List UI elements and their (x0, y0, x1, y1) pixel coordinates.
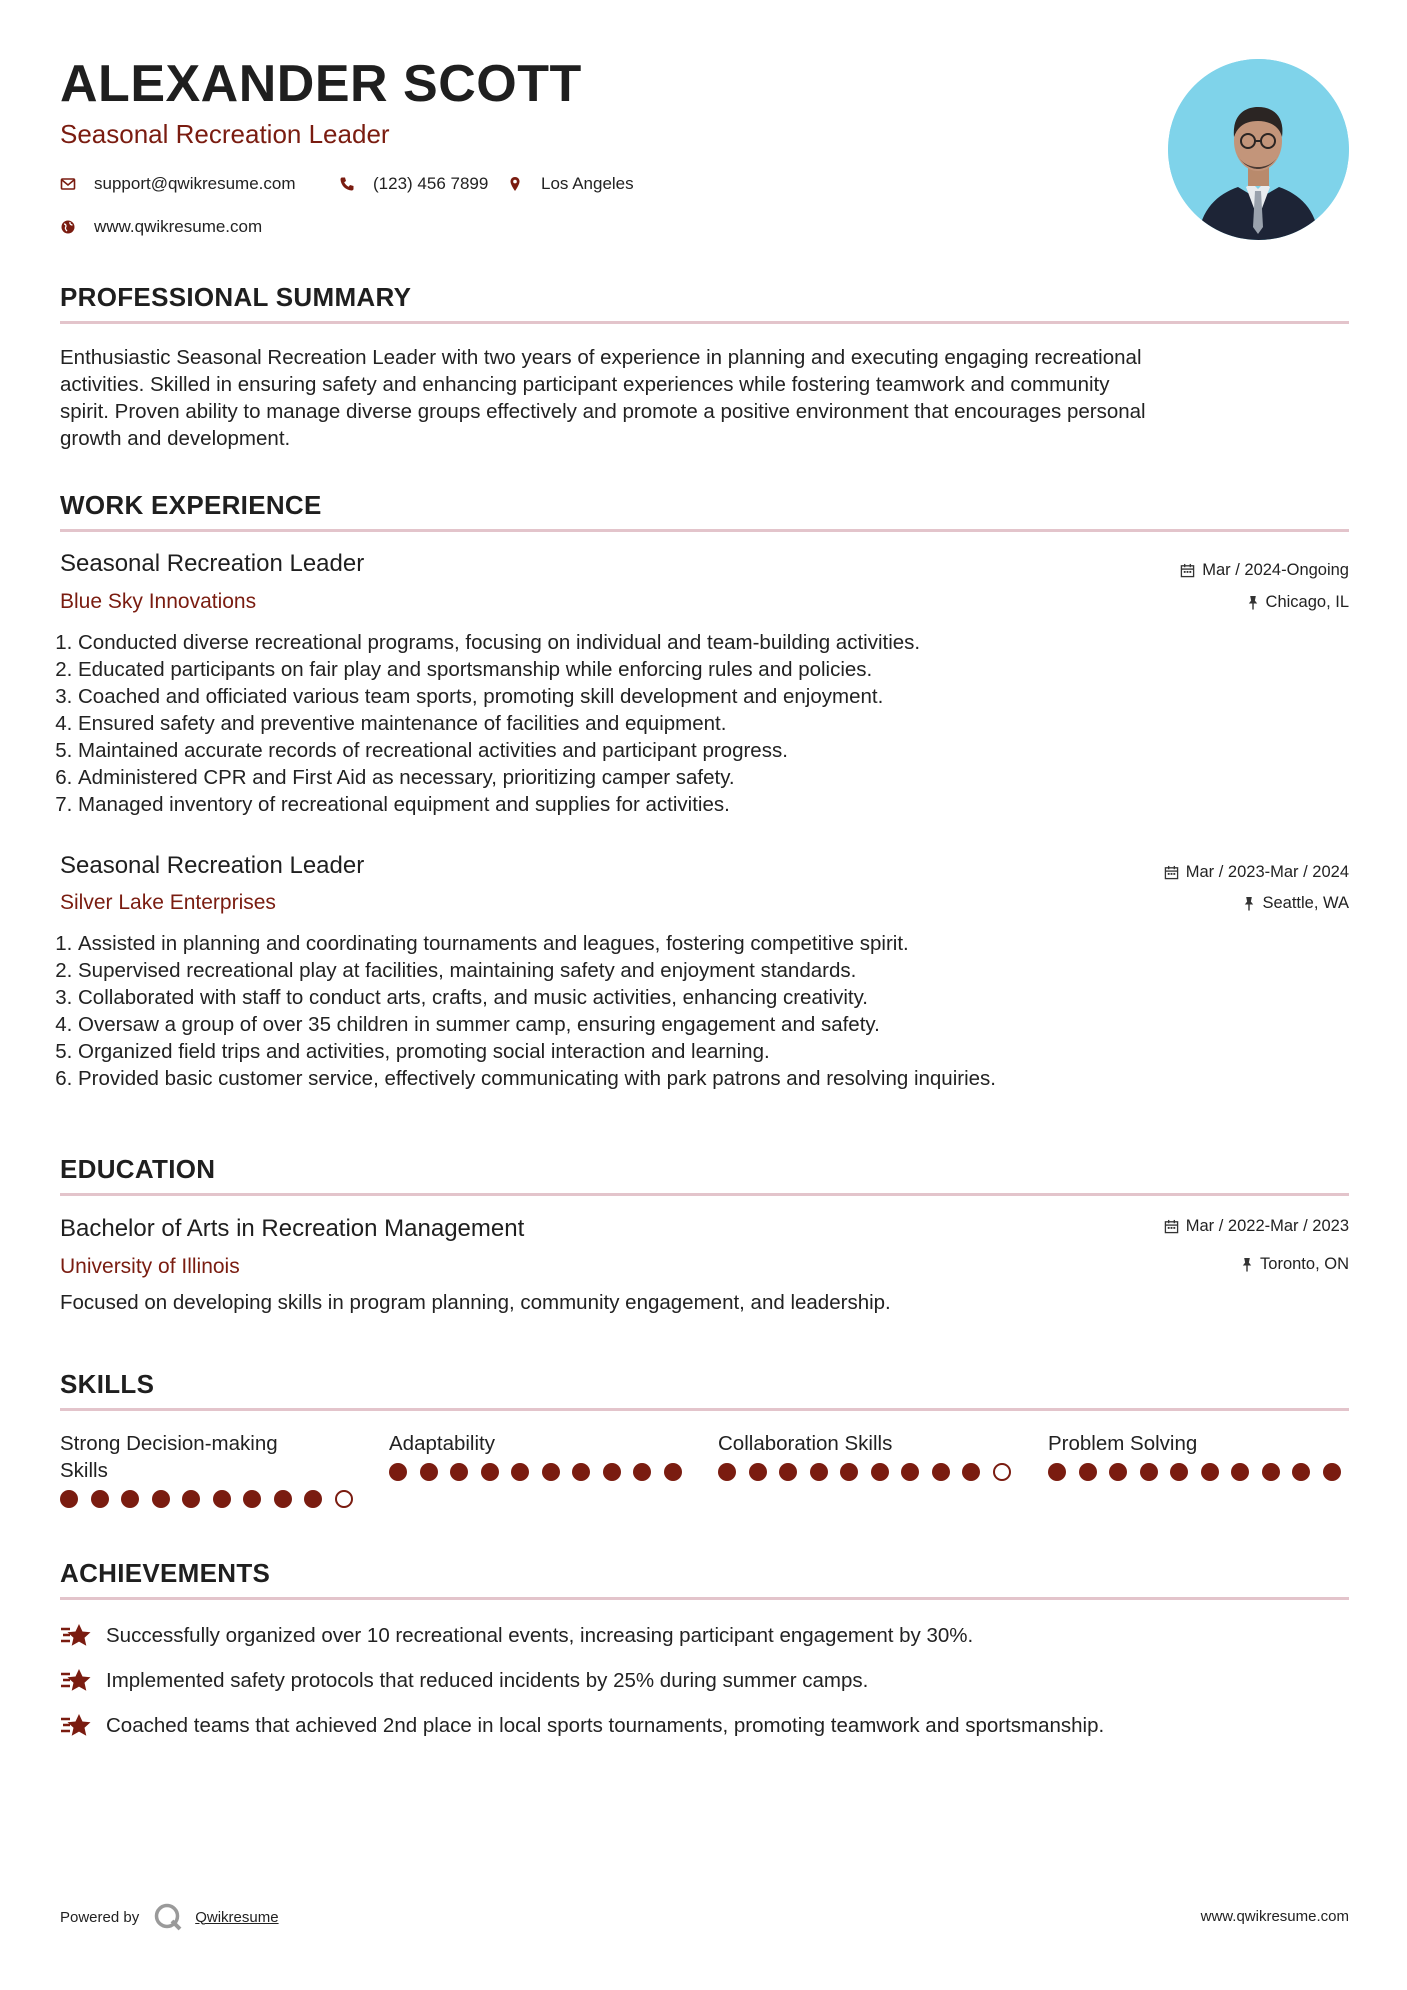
skill-name: Adaptability (389, 1432, 495, 1455)
rating-dot-filled (779, 1463, 797, 1481)
list-item: 5. Maintained accurate records of recreational activities and participant progress. (78, 737, 1358, 764)
rating-dot-filled (810, 1463, 828, 1481)
globe-icon (60, 219, 76, 235)
phone-text: (123) 456 7899 (373, 174, 489, 193)
skill-name: Strong Decision-making Skills (60, 1432, 278, 1482)
skill-name: Problem Solving (1048, 1432, 1198, 1455)
achievement-text: Successfully organized over 10 recreational events, increasing participant engagement by 30%. (106, 1623, 974, 1647)
skills-divider (60, 1408, 1349, 1411)
rating-dot-filled (1231, 1463, 1249, 1481)
achievements-heading: ACHIEVEMENTS (60, 1558, 271, 1588)
summary-line: growth and development. (60, 427, 291, 450)
rating-dot-filled (572, 1463, 590, 1481)
rating-dot-filled (481, 1463, 499, 1481)
list-item: 5. Organized field trips and activities, promoting social interaction and learning. (78, 1038, 1358, 1065)
summary-text (60, 344, 1350, 452)
skills-heading: SKILLS (60, 1369, 155, 1399)
achievement-item (60, 1622, 973, 1650)
job-title: Seasonal Recreation Leader (60, 550, 365, 577)
footer-site-link[interactable]: www.qwikresume.com (1200, 1908, 1349, 1925)
summary-divider (60, 321, 1349, 324)
portrait-image (1168, 59, 1349, 240)
candidate-name: ALEXANDER SCOTT (60, 55, 582, 113)
achievement-item (60, 1667, 868, 1695)
rating-dot-filled (718, 1463, 736, 1481)
list-item: 1. Conducted diverse recreational programs, focusing on individual and team-building activities. (78, 629, 1358, 656)
rating-dot-filled (901, 1463, 919, 1481)
contact-email[interactable] (60, 175, 296, 192)
rating-dot-filled (633, 1463, 651, 1481)
skill-item (718, 1430, 1018, 1481)
job-company: Blue Sky Innovations (60, 590, 257, 613)
summary-heading: PROFESSIONAL SUMMARY (60, 282, 412, 312)
calendar-icon (1164, 1219, 1179, 1234)
star-award-icon (60, 1667, 92, 1695)
school-name: University of Illinois (60, 1255, 240, 1278)
website-text: www.qwikresume.com (94, 217, 263, 236)
education-location-text: Toronto, ON (1260, 1255, 1349, 1273)
rating-dot-filled (962, 1463, 980, 1481)
star-award-icon (60, 1622, 92, 1650)
rating-dot-filled (603, 1463, 621, 1481)
rating-dot-filled (450, 1463, 468, 1481)
job-duties-list (60, 629, 1358, 818)
rating-dot-filled (213, 1490, 231, 1508)
calendar-icon (1164, 865, 1179, 880)
education-dates (1164, 1218, 1349, 1235)
education-heading: EDUCATION (60, 1154, 216, 1184)
list-item: 6. Provided basic customer service, effectively communicating with park patrons and resolving inquiries. (78, 1065, 1358, 1092)
job-duties-list (60, 930, 1358, 1092)
job-location-text: Chicago, IL (1265, 593, 1349, 611)
achievement-text: Coached teams that achieved 2nd place in local sports tournaments, promoting teamwork and sportsmanship. (106, 1713, 1105, 1737)
rating-dot-filled (1292, 1463, 1310, 1481)
list-item: 4. Ensured safety and preventive maintenance of facilities and equipment. (78, 710, 1358, 737)
list-item: 3. Collaborated with staff to conduct arts, crafts, and music activities, enhancing creativity. (78, 984, 1358, 1011)
contact-website[interactable] (60, 218, 262, 235)
candidate-role: Seasonal Recreation Leader (60, 119, 390, 149)
rating-dot-filled (420, 1463, 438, 1481)
rating-dot-filled (511, 1463, 529, 1481)
education-description: Focused on developing skills in program planning, community engagement, and leadership. (60, 1291, 891, 1314)
rating-dot-filled (1048, 1463, 1066, 1481)
contact-location (507, 175, 634, 192)
rating-dot-filled (932, 1463, 950, 1481)
achievement-text: Implemented safety protocols that reduced incidents by 25% during summer camps. (106, 1668, 869, 1692)
footer-powered-by (60, 1902, 279, 1932)
job-company: Silver Lake Enterprises (60, 891, 276, 914)
job-title: Seasonal Recreation Leader (60, 852, 365, 879)
rating-dot-filled (664, 1463, 682, 1481)
rating-dot-filled (542, 1463, 560, 1481)
summary-line: Enthusiastic Seasonal Recreation Leader with two years of experience in planning and executing engaging recreational (60, 346, 1142, 369)
summary-line: activities. Skilled in ensuring safety and enhancing participant experiences while fostering teamwork and community (60, 373, 1110, 396)
job-dates-text: Mar / 2023-Mar / 2024 (1185, 863, 1349, 881)
rating-dot-filled (274, 1490, 292, 1508)
education-location (1241, 1256, 1349, 1273)
list-item: 6. Administered CPR and First Aid as necessary, prioritizing camper safety. (78, 764, 1358, 791)
skill-item (1048, 1430, 1348, 1481)
rating-dot-filled (1079, 1463, 1097, 1481)
rating-dot-filled (1323, 1463, 1341, 1481)
qwikresume-link[interactable]: Qwikresume (195, 1908, 279, 1926)
profile-photo (1168, 59, 1349, 240)
job-dates-text: Mar / 2024-Ongoing (1202, 561, 1349, 579)
job-location (1243, 895, 1349, 912)
skill-rating (389, 1463, 689, 1481)
list-item: 2. Supervised recreational play at facilities, maintaining safety and enjoyment standards. (78, 957, 1358, 984)
job-location-text: Seattle, WA (1262, 894, 1349, 912)
skill-item (60, 1430, 360, 1508)
rating-dot-filled (840, 1463, 858, 1481)
work-divider (60, 529, 1349, 532)
pushpin-icon (1243, 896, 1255, 911)
rating-dot-empty (993, 1463, 1011, 1481)
list-item: 4. Oversaw a group of over 35 children in summer camp, ensuring engagement and safety. (78, 1011, 1358, 1038)
rating-dot-filled (121, 1490, 139, 1508)
pushpin-icon (1241, 1257, 1253, 1272)
rating-dot-filled (1201, 1463, 1219, 1481)
rating-dot-filled (749, 1463, 767, 1481)
rating-dot-filled (871, 1463, 889, 1481)
skill-rating (718, 1463, 1018, 1481)
job-dates (1180, 562, 1349, 579)
job-dates (1164, 864, 1349, 881)
achievements-divider (60, 1597, 1349, 1600)
skill-item (389, 1430, 689, 1481)
list-item: 3. Coached and officiated various team sports, promoting skill development and enjoyment. (78, 683, 1358, 710)
location-pin-icon (507, 176, 523, 192)
location-text: Los Angeles (541, 174, 634, 193)
list-item: 7. Managed inventory of recreational equipment and supplies for activities. (78, 791, 1358, 818)
email-text: support@qwikresume.com (94, 174, 296, 193)
pushpin-icon (1247, 595, 1259, 610)
rating-dot-filled (91, 1490, 109, 1508)
rating-dot-filled (60, 1490, 78, 1508)
list-item: 2. Educated participants on fair play and sportsmanship while enforcing rules and policies. (78, 656, 1358, 683)
work-heading: WORK EXPERIENCE (60, 490, 322, 520)
rating-dot-filled (243, 1490, 261, 1508)
list-item: 1. Assisted in planning and coordinating tournaments and leagues, fostering competitive spirit. (78, 930, 1358, 957)
rating-dot-filled (1262, 1463, 1280, 1481)
phone-icon (339, 176, 355, 192)
calendar-icon (1180, 563, 1195, 578)
degree-title: Bachelor of Arts in Recreation Management (60, 1215, 525, 1242)
education-dates-text: Mar / 2022-Mar / 2023 (1185, 1217, 1349, 1235)
achievement-item (60, 1712, 1104, 1740)
star-award-icon (60, 1712, 92, 1740)
rating-dot-filled (1170, 1463, 1188, 1481)
qwikresume-logo-icon (153, 1902, 183, 1932)
rating-dot-filled (1109, 1463, 1127, 1481)
rating-dot-filled (1140, 1463, 1158, 1481)
summary-line: spirit. Proven ability to manage diverse groups effectively and promote a positive environment that encourages personal (60, 400, 1146, 423)
rating-dot-filled (182, 1490, 200, 1508)
skill-rating (60, 1490, 360, 1508)
email-icon (60, 176, 76, 192)
rating-dot-empty (335, 1490, 353, 1508)
education-divider (60, 1193, 1349, 1196)
contact-phone[interactable] (339, 175, 488, 192)
skill-rating (1048, 1463, 1348, 1481)
rating-dot-filled (152, 1490, 170, 1508)
skill-name: Collaboration Skills (718, 1432, 893, 1455)
rating-dot-filled (389, 1463, 407, 1481)
job-location (1247, 594, 1349, 611)
rating-dot-filled (304, 1490, 322, 1508)
powered-by-text: Powered by (60, 1908, 140, 1926)
